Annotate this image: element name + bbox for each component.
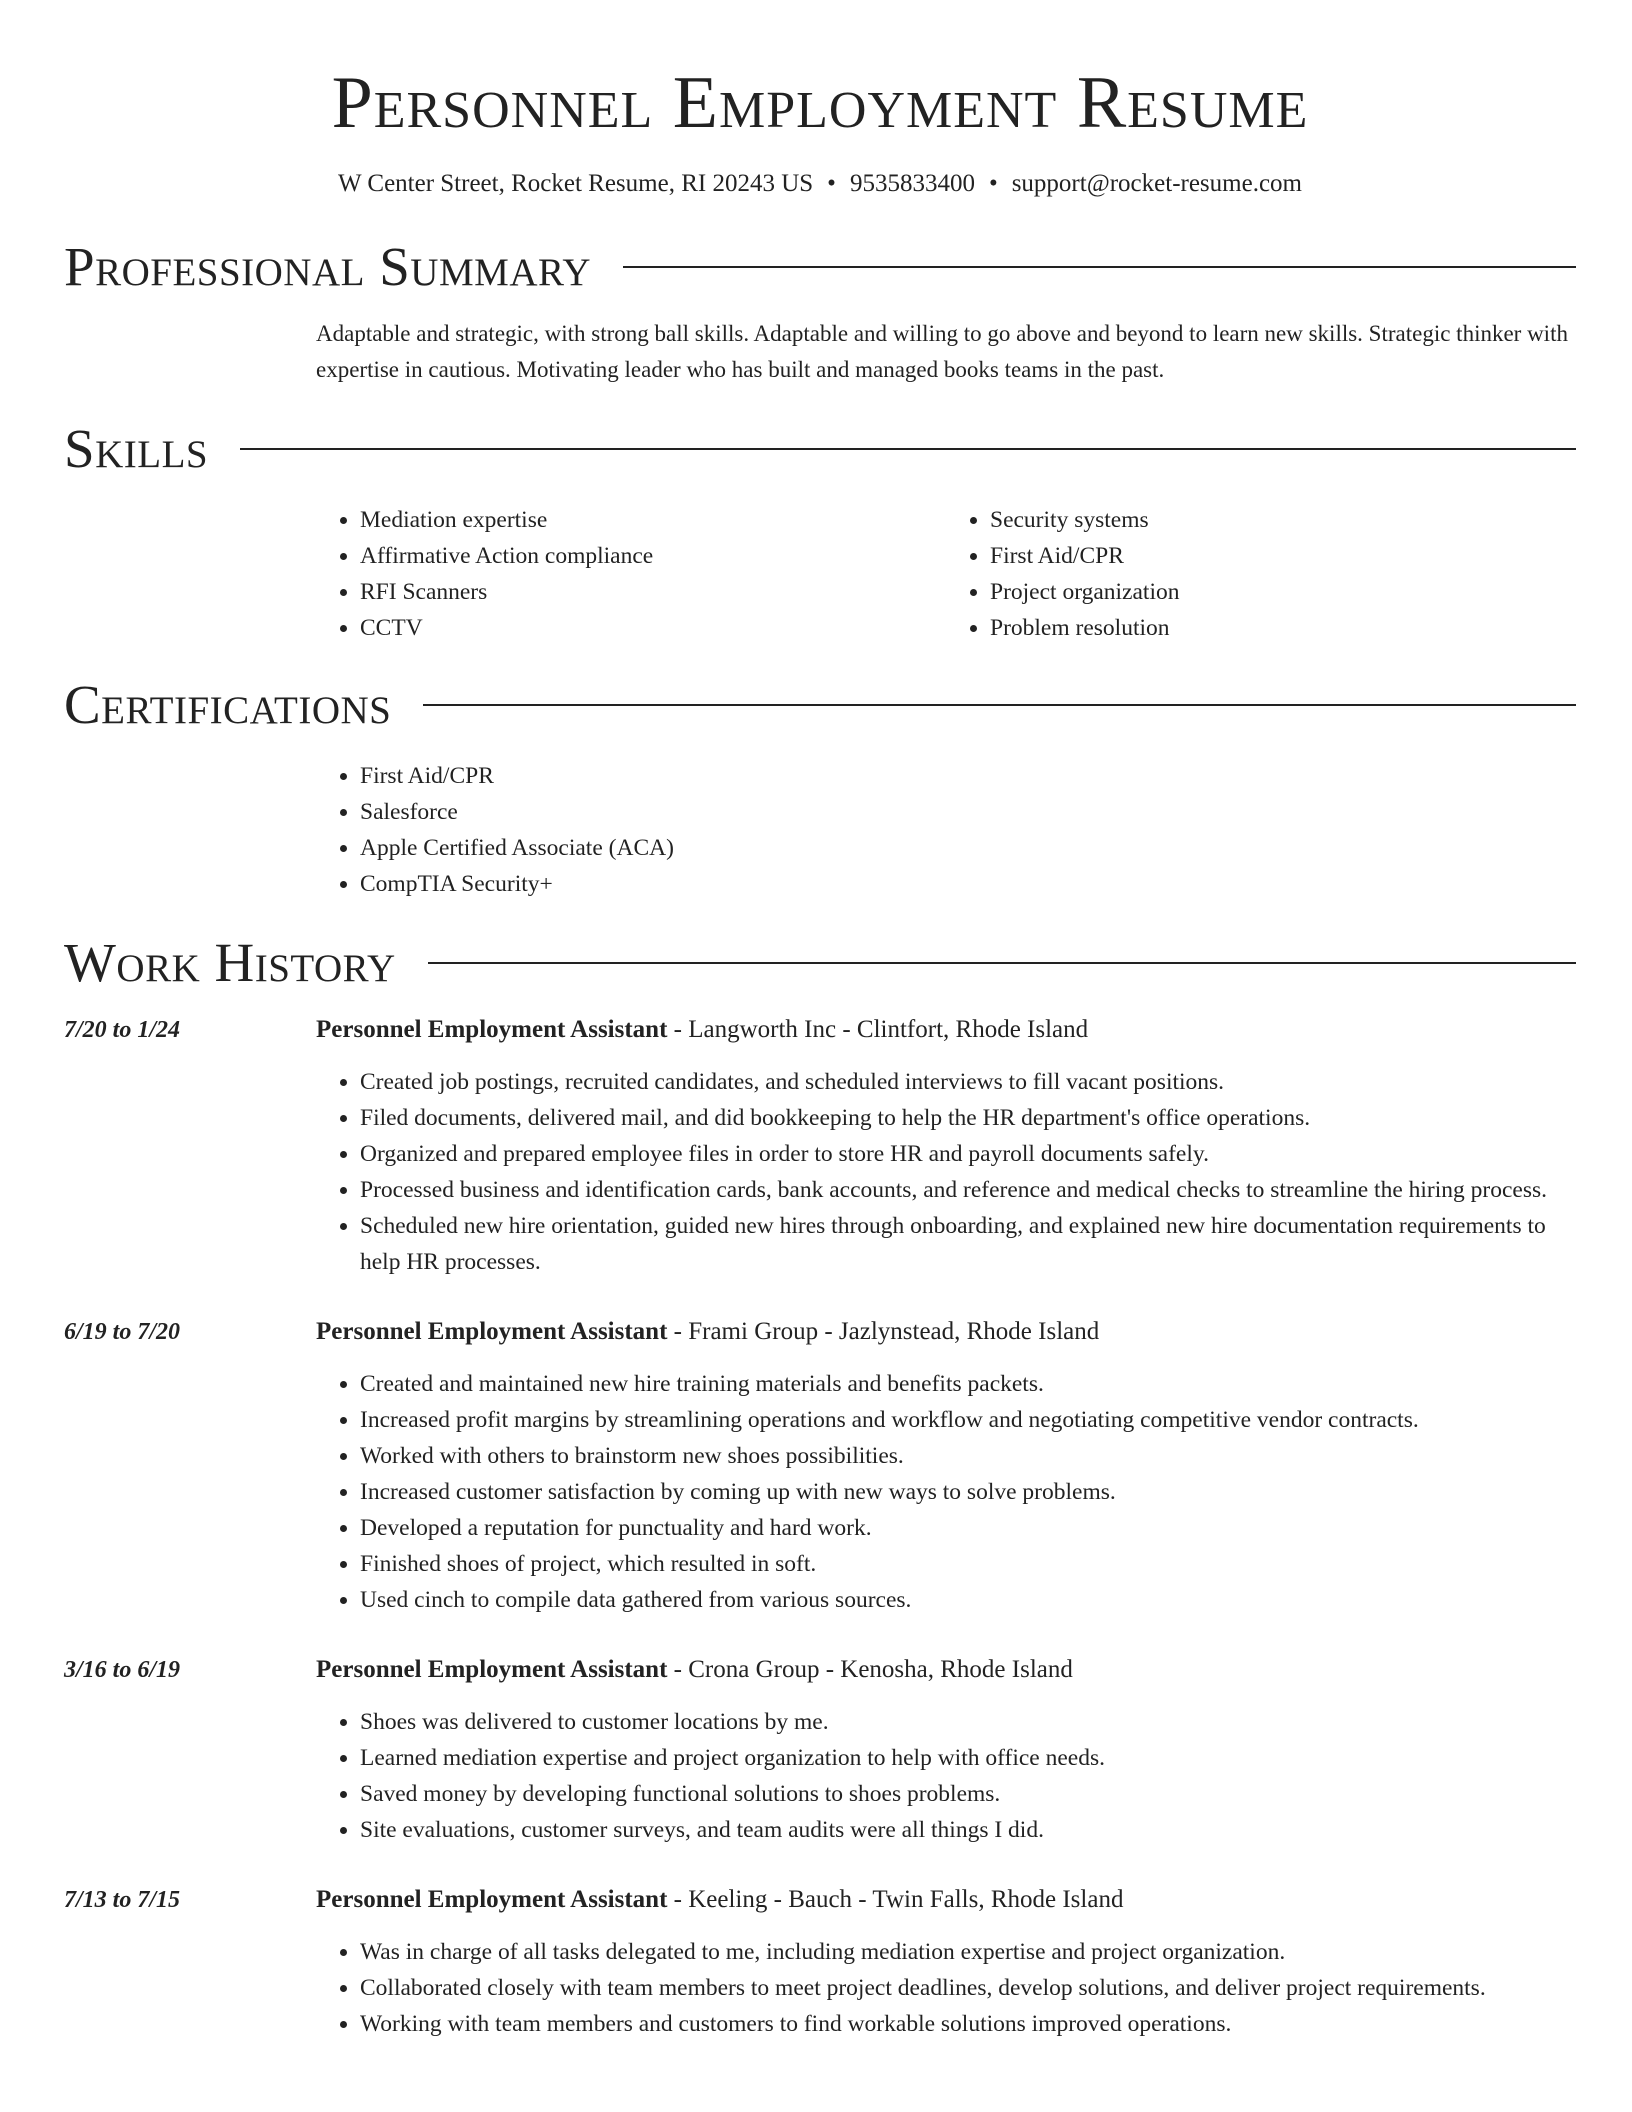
job-bullet: • Organized and prepared employee files in order to store HR and payroll documents safely. (360, 1136, 1576, 1172)
work-section-header (64, 928, 1576, 998)
summary-section-header (64, 232, 1576, 302)
skill-item: • Affirmative Action compliance (360, 538, 946, 574)
skill-item: • RFI Scanners (360, 574, 946, 610)
job-bullet: • Scheduled new hire orientation, guided new hires through onboarding, and explained new hire documentation requirements to help HR processes. (360, 1208, 1576, 1280)
job-entry (64, 1012, 1576, 1280)
job-dates: 3/16 to 6/19 (64, 1657, 181, 1683)
job-heading (316, 1314, 1576, 1350)
job-bullet: • Collaborated closely with team members to meet project deadlines, develop solutions, and deliver project requirements. (360, 1970, 1576, 2006)
job-title: Personnel Employment Assistant (316, 1318, 668, 1345)
section-divider (428, 962, 1576, 964)
skills-section-header (64, 414, 1576, 484)
job-bullet: • Used cinch to compile data gathered from various sources. (360, 1582, 1576, 1618)
job-dates: 7/20 to 1/24 (64, 1017, 181, 1043)
section-divider (423, 704, 1576, 706)
job-bullets (316, 1064, 1576, 1280)
job-entry (64, 1652, 1576, 1848)
job-title: Personnel Employment Assistant (316, 1656, 668, 1683)
job-heading (316, 1882, 1576, 1918)
job-bullet: • Filed documents, delivered mail, and did bookkeeping to help the HR department's office operations. (360, 1100, 1576, 1136)
job-title: Personnel Employment Assistant (316, 1016, 668, 1043)
job-company-location: - Keeling - Bauch - Twin Falls, Rhode Island (667, 1886, 1124, 1913)
work-heading: Work History (64, 932, 396, 993)
job-bullet: • Learned mediation expertise and project organization to help with office needs. (360, 1740, 1576, 1776)
skill-item: • Project organization (990, 574, 1576, 610)
job-body (316, 1882, 1576, 2042)
job-bullet: • Saved money by developing functional solutions to shoes problems. (360, 1776, 1576, 1812)
job-company-location: - Frami Group - Jazlynstead, Rhode Island (667, 1318, 1100, 1345)
contact-separator: • (827, 170, 836, 197)
contact-phone: 9535833400 (849, 170, 975, 197)
job-bullets (316, 1934, 1576, 2042)
job-bullet: • Working with team members and customers to find workable solutions improved operations. (360, 2006, 1576, 2042)
skills-column-right (946, 502, 1576, 646)
job-bullet: • Processed business and identification cards, bank accounts, and reference and medical checks to streamline the hiring process. (360, 1172, 1576, 1208)
job-bullet: • Shoes was delivered to customer locations by me. (360, 1704, 1576, 1740)
summary-text: Adaptable and strategic, with strong ball skills. Adaptable and willing to go above and beyond to learn new skills. Strategic thinker with expertise in cautious. Motivating leader who has built and managed books teams in the past. (316, 321, 1568, 382)
certifications-list (316, 758, 1576, 902)
resume-title: Personnel Employment Resume (331, 62, 1309, 144)
summary-heading: Professional Summary (64, 236, 592, 297)
skills-heading: Skills (64, 418, 209, 479)
certifications-heading: Certifications (64, 674, 392, 735)
certification-item: • Salesforce (360, 794, 1576, 830)
job-bullets (316, 1704, 1576, 1848)
certification-item: • Apple Certified Associate (ACA) (360, 830, 1576, 866)
job-body (316, 1012, 1576, 1280)
skill-item: • CCTV (360, 610, 946, 646)
skill-item: • Problem resolution (990, 610, 1576, 646)
skill-item: • Mediation expertise (360, 502, 946, 538)
job-bullets (316, 1366, 1576, 1618)
job-title: Personnel Employment Assistant (316, 1886, 668, 1913)
contact-line (64, 168, 1576, 200)
job-bullet: • Created job postings, recruited candidates, and scheduled interviews to fill vacant positions. (360, 1064, 1576, 1100)
section-divider (240, 448, 1576, 450)
job-company-location: - Langworth Inc - Clintfort, Rhode Island (667, 1016, 1089, 1043)
contact-email: support@rocket-resume.com (1011, 170, 1302, 197)
job-heading (316, 1652, 1576, 1688)
skills-list (316, 502, 1576, 646)
certification-item: • CompTIA Security+ (360, 866, 1576, 902)
job-bullet: • Was in charge of all tasks delegated to me, including mediation expertise and project organization. (360, 1934, 1576, 1970)
job-heading (316, 1012, 1576, 1048)
job-entry (64, 1314, 1576, 1618)
resume-page (64, 0, 1576, 2042)
job-bullet: • Site evaluations, customer surveys, and team audits were all things I did. (360, 1812, 1576, 1848)
skills-column-left (316, 502, 946, 646)
job-bullet: • Created and maintained new hire training materials and benefits packets. (360, 1366, 1576, 1402)
section-divider (623, 266, 1576, 268)
job-body (316, 1314, 1576, 1618)
job-company-location: - Crona Group - Kenosha, Rhode Island (667, 1656, 1073, 1683)
resume-header (64, 0, 1576, 200)
job-body (316, 1652, 1576, 1848)
certification-item: • First Aid/CPR (360, 758, 1576, 794)
job-bullet: • Worked with others to brainstorm new shoes possibilities. (360, 1438, 1576, 1474)
certifications-section-header (64, 670, 1576, 740)
job-bullet: • Increased customer satisfaction by coming up with new ways to solve problems. (360, 1474, 1576, 1510)
job-bullet: • Finished shoes of project, which resulted in soft. (360, 1546, 1576, 1582)
contact-separator: • (988, 170, 998, 197)
job-bullet: • Developed a reputation for punctuality and hard work. (360, 1510, 1576, 1546)
contact-address: W Center Street, Rocket Resume, RI 20243 US (338, 170, 814, 197)
job-dates: 7/13 to 7/15 (64, 1887, 181, 1913)
job-bullet: • Increased profit margins by streamlining operations and workflow and negotiating competitive vendor contracts. (360, 1402, 1576, 1438)
skill-item: • Security systems (990, 502, 1576, 538)
job-dates: 6/19 to 7/20 (64, 1319, 181, 1345)
job-entry (64, 1882, 1576, 2042)
skill-item: • First Aid/CPR (990, 538, 1576, 574)
